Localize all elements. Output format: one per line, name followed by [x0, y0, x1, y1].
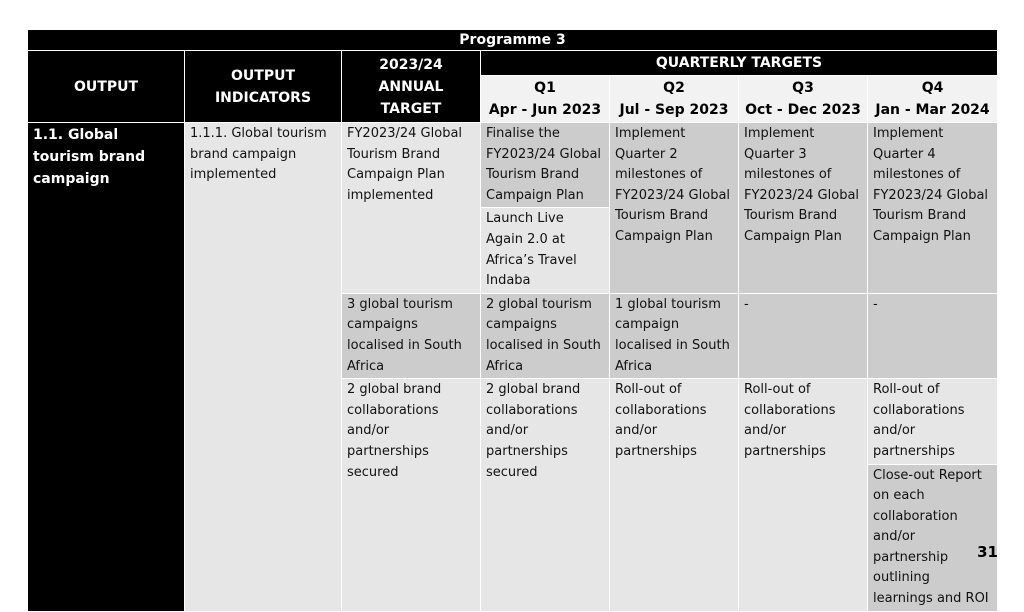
header-q1: [481, 76, 610, 123]
q2-target-1: Implement Quarter 2 milestones of FY2023/24 Global Tourism Brand Campaign Plan: [610, 123, 739, 294]
q1-target-2: 2 global tourism campaigns localised in South Africa: [481, 293, 610, 378]
annual-target-2: 3 global tourism campaigns localised in South Africa: [342, 293, 481, 378]
page-number: 31: [977, 543, 998, 561]
header-q2-label: Q2: [663, 80, 685, 96]
output-cell: 1.1. Global tourism brand campaign: [28, 123, 185, 612]
header-q4-label: Q4: [921, 80, 944, 96]
q4-target-3: Roll-out of collaborations and/or partnerships: [868, 379, 998, 464]
indicator-cell: 1.1.1. Global tourism brand campaign implemented: [185, 123, 342, 612]
q4-target-3-extra: Close-out Report on each collaboration and/or partnership outlining learnings and ROI: [868, 464, 998, 611]
annual-target-1: FY2023/24 Global Tourism Brand Campaign Plan implemented: [342, 123, 481, 294]
header-q3-period: Oct - Dec 2023: [745, 102, 861, 118]
q1-target-1-extra: Launch Live Again 2.0 at Africa’s Travel Indaba: [481, 208, 610, 293]
q3-target-2: -: [739, 293, 868, 378]
header-q1-period: Apr - Jun 2023: [488, 102, 602, 118]
q3-target-1: Implement Quarter 3 milestones of FY2023/24 Global Tourism Brand Campaign Plan: [739, 123, 868, 294]
header-q2: [610, 76, 739, 123]
header-q2-period: Jul - Sep 2023: [619, 102, 729, 118]
q4-target-2: -: [868, 293, 998, 378]
q1-target-1: Finalise the FY2023/24 Global Tourism Brand Campaign Plan: [481, 123, 610, 208]
q3-target-3: Roll-out of collaborations and/or partnerships: [739, 379, 868, 612]
header-quarterly-targets: QUARTERLY TARGETS: [481, 51, 998, 76]
header-q3: [739, 76, 868, 123]
header-q4-period: Jan - Mar 2024: [875, 102, 990, 118]
header-q1-label: Q1: [534, 80, 556, 96]
header-output-indicators: OUTPUT INDICATORS: [185, 51, 342, 123]
q4-target-1: Implement Quarter 4 milestones of FY2023/24 Global Tourism Brand Campaign Plan: [868, 123, 998, 294]
header-q4: [868, 76, 998, 123]
q2-target-3: Roll-out of collaborations and/or partnerships: [610, 379, 739, 612]
header-q3-label: Q3: [792, 80, 814, 96]
q2-target-2: 1 global tourism campaign localised in South Africa: [610, 293, 739, 378]
header-output: OUTPUT: [28, 51, 185, 123]
q1-target-3: 2 global brand collaborations and/or partnerships secured: [481, 379, 610, 612]
annual-target-3: 2 global brand collaborations and/or partnerships secured: [342, 379, 481, 612]
programme-table: [27, 29, 998, 612]
table-title: Programme 3: [28, 30, 998, 51]
header-annual-target: 2023/24 ANNUAL TARGET: [342, 51, 481, 123]
